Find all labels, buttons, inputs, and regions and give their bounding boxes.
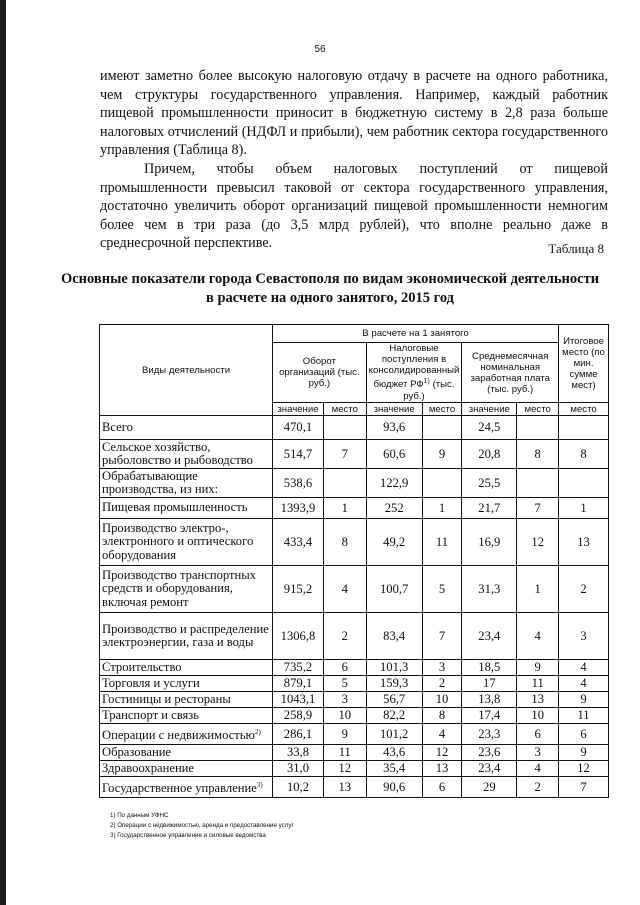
- row-name-text: Производство и распределение электроэнергии, газа и воды: [102, 621, 269, 649]
- table-row: [100, 566, 609, 613]
- table-row: [100, 613, 609, 660]
- row-name-text: Государственное управление: [102, 780, 257, 795]
- cell-tax-place: 10: [422, 692, 462, 708]
- cell-total: 3: [559, 613, 609, 660]
- table-row: [100, 708, 609, 724]
- row-name: [100, 724, 273, 745]
- cell-total: 9: [559, 692, 609, 708]
- row-footnote-mark: 2): [254, 727, 261, 736]
- row-name: [100, 676, 273, 692]
- cell-total: 4: [559, 676, 609, 692]
- row-name-text: Пищевая промышленность: [102, 500, 248, 515]
- cell-wage-place: 1: [517, 566, 559, 613]
- table-row: [100, 745, 609, 761]
- row-name-text: Производство электро-, электронного и оптического оборудования: [102, 520, 254, 562]
- header-tax-label: Налоговые поступления в консолидированный бюджет РФ: [368, 343, 460, 391]
- cell-tax-place: 11: [422, 519, 462, 566]
- cell-turnover-place: [323, 416, 366, 440]
- cell-wage: 29: [462, 777, 517, 798]
- cell-wage-place: 4: [517, 613, 559, 660]
- cell-tax: 83,4: [366, 613, 422, 660]
- table-title: Основные показатели города Севастополя по видам экономической деятельности в расчете на одного занятого, 2015 год: [60, 271, 600, 306]
- cell-wage: 23,4: [462, 761, 517, 777]
- table-row: [100, 777, 609, 798]
- cell-tax: 35,4: [366, 761, 422, 777]
- table-row: [100, 761, 609, 777]
- cell-tax-place: 6: [422, 777, 462, 798]
- subheader-place: место: [422, 403, 462, 416]
- row-footnote-mark: 3): [256, 780, 263, 789]
- table-row: [100, 498, 609, 519]
- cell-turnover: 1393,9: [273, 498, 324, 519]
- cell-turnover: 433,4: [273, 519, 324, 566]
- cell-total: 8: [559, 440, 609, 469]
- header-tax-sup: 1): [423, 378, 430, 386]
- cell-tax-place: 13: [422, 761, 462, 777]
- subheader-value: значение: [366, 403, 422, 416]
- cell-wage: 23,3: [462, 724, 517, 745]
- cell-turnover: 1306,8: [273, 613, 324, 660]
- row-name: [100, 660, 273, 676]
- cell-turnover-place: 1: [323, 498, 366, 519]
- cell-wage: 23,4: [462, 613, 517, 660]
- cell-tax-place: 7: [422, 613, 462, 660]
- cell-turnover: 286,1: [273, 724, 324, 745]
- row-name-text: Транспорт и связь: [102, 707, 200, 722]
- cell-turnover: 879,1: [273, 676, 324, 692]
- cell-tax: 90,6: [366, 777, 422, 798]
- header-total: Итоговое место (по мин. сумме мест): [559, 325, 609, 403]
- cell-turnover-place: 11: [323, 745, 366, 761]
- footnotes: [110, 811, 294, 841]
- cell-total: 9: [559, 745, 609, 761]
- cell-tax-place: [422, 416, 462, 440]
- cell-tax: 122,9: [366, 469, 422, 498]
- row-name: [100, 761, 273, 777]
- subheader-place: место: [559, 403, 609, 416]
- cell-tax-place: 3: [422, 660, 462, 676]
- table-row: [100, 660, 609, 676]
- cell-wage-place: 9: [517, 660, 559, 676]
- cell-wage-place: 11: [517, 676, 559, 692]
- subheader-place: место: [517, 403, 559, 416]
- cell-turnover-place: 9: [323, 724, 366, 745]
- cell-turnover-place: 3: [323, 692, 366, 708]
- subheader-value: значение: [462, 403, 517, 416]
- cell-total: 1: [559, 498, 609, 519]
- cell-turnover-place: 12: [323, 761, 366, 777]
- cell-turnover-place: 7: [323, 440, 366, 469]
- cell-total: 2: [559, 566, 609, 613]
- row-name: [100, 745, 273, 761]
- cell-turnover: 1043,1: [273, 692, 324, 708]
- cell-total: 12: [559, 761, 609, 777]
- cell-tax-place: 1: [422, 498, 462, 519]
- row-name: [100, 613, 273, 660]
- cell-wage-place: 13: [517, 692, 559, 708]
- cell-turnover-place: 5: [323, 676, 366, 692]
- header-tax: [366, 343, 462, 403]
- cell-turnover-place: 10: [323, 708, 366, 724]
- cell-wage: 18,5: [462, 660, 517, 676]
- cell-tax: 101,2: [366, 724, 422, 745]
- cell-turnover-place: 8: [323, 519, 366, 566]
- cell-wage-place: 6: [517, 724, 559, 745]
- cell-total: 11: [559, 708, 609, 724]
- cell-wage: 13,8: [462, 692, 517, 708]
- row-name-text: Образование: [102, 744, 172, 759]
- cell-turnover-place: 6: [323, 660, 366, 676]
- cell-turnover: 538,6: [273, 469, 324, 498]
- cell-wage: 17,4: [462, 708, 517, 724]
- cell-wage: 24,5: [462, 416, 517, 440]
- cell-turnover-place: 13: [323, 777, 366, 798]
- cell-tax-place: 12: [422, 745, 462, 761]
- cell-wage-place: 12: [517, 519, 559, 566]
- cell-tax: 49,2: [366, 519, 422, 566]
- table-row: [100, 676, 609, 692]
- paragraph-2: Причем, чтобы объем налоговых поступлений от пищевой промышленности превысил таковой от сектора государственного управления, достаточно увеличить оборот организаций пищевой промышленности немногим более чем в три раза (до 3,5 млрд рублей), что вполне реально даже в среднесрочной перспективе.: [100, 161, 608, 252]
- row-name-text: Производство транспортных средств и оборудования, включая ремонт: [102, 567, 257, 609]
- cell-turnover: 10,2: [273, 777, 324, 798]
- cell-turnover-place: 4: [323, 566, 366, 613]
- cell-wage: 21,7: [462, 498, 517, 519]
- cell-wage-place: [517, 416, 559, 440]
- cell-tax-place: 9: [422, 440, 462, 469]
- cell-wage: 16,9: [462, 519, 517, 566]
- scan-edge: [0, 0, 6, 905]
- cell-wage: 20,8: [462, 440, 517, 469]
- row-name: [100, 469, 273, 498]
- table-row: [100, 692, 609, 708]
- header-tax-unit: (тыс. руб.): [403, 379, 455, 402]
- cell-wage: 25,5: [462, 469, 517, 498]
- header-types: Виды деятельности: [100, 325, 273, 416]
- cell-total: [559, 416, 609, 440]
- footnote: 1) По данным УФНС: [110, 812, 169, 819]
- row-name-text: Операции с недвижимостью: [102, 727, 255, 742]
- subheader-place: место: [323, 403, 366, 416]
- row-name-text: Строительство: [102, 659, 182, 674]
- cell-wage-place: [517, 469, 559, 498]
- cell-tax-place: 5: [422, 566, 462, 613]
- row-name: [100, 498, 273, 519]
- header-per-employee: В расчете на 1 занятого: [273, 325, 559, 343]
- cell-total: 7: [559, 777, 609, 798]
- row-name-text: Обрабатывающие производства, из них:: [102, 468, 219, 496]
- cell-turnover: 915,2: [273, 566, 324, 613]
- table-row: [100, 469, 609, 498]
- cell-tax: 82,2: [366, 708, 422, 724]
- row-name: [100, 777, 273, 798]
- subheader-value: значение: [273, 403, 324, 416]
- cell-total: 4: [559, 660, 609, 676]
- table-row: [100, 724, 609, 745]
- cell-wage: 23,6: [462, 745, 517, 761]
- footnote: 2) Операции с недвижимостью, аренда и предоставление услуг: [110, 822, 294, 829]
- row-name: [100, 692, 273, 708]
- cell-turnover-place: [323, 469, 366, 498]
- cell-tax-place: 8: [422, 708, 462, 724]
- header-turnover: Оборот организаций (тыс. руб.): [273, 343, 367, 403]
- cell-wage-place: 3: [517, 745, 559, 761]
- cell-wage: 17: [462, 676, 517, 692]
- cell-wage-place: 7: [517, 498, 559, 519]
- cell-total: 13: [559, 519, 609, 566]
- cell-tax: 159,3: [366, 676, 422, 692]
- cell-turnover: 31,0: [273, 761, 324, 777]
- cell-total: 6: [559, 724, 609, 745]
- header-wage: Среднемесячная номинальная заработная плата (тыс. руб.): [462, 343, 559, 403]
- row-name: [100, 416, 273, 440]
- table-number: Таблица 8: [548, 241, 604, 256]
- cell-tax: 60,6: [366, 440, 422, 469]
- cell-turnover: 735,2: [273, 660, 324, 676]
- paragraph-1: имеют заметно более высокую налоговую отдачу в расчете на одного работника, чем структуры государственного управления. Например, каждый работник пищевой промышленности приносит в бюджетную систему в 2,8 раза больше налоговых отчислений (НДФЛ и прибыли), чем работник сектора государственного управления (Таблица 8).: [100, 68, 608, 159]
- cell-turnover: 514,7: [273, 440, 324, 469]
- cell-turnover: 470,1: [273, 416, 324, 440]
- page-number: 56: [314, 44, 326, 55]
- cell-wage-place: 10: [517, 708, 559, 724]
- cell-tax-place: [422, 469, 462, 498]
- row-name-text: Гостиницы и рестораны: [102, 691, 231, 706]
- cell-tax: 252: [366, 498, 422, 519]
- row-name-text: Сельское хозяйство, рыболовство и рыбоводство: [102, 439, 253, 467]
- cell-tax: 56,7: [366, 692, 422, 708]
- cell-wage-place: 8: [517, 440, 559, 469]
- cell-wage-place: 4: [517, 761, 559, 777]
- cell-tax: 43,6: [366, 745, 422, 761]
- cell-wage-place: 2: [517, 777, 559, 798]
- cell-total: [559, 469, 609, 498]
- cell-tax-place: 2: [422, 676, 462, 692]
- cell-tax: 100,7: [366, 566, 422, 613]
- cell-wage: 31,3: [462, 566, 517, 613]
- cell-tax-place: 4: [422, 724, 462, 745]
- footnote: 3) Государственное управление и силовые ведомства: [110, 832, 266, 839]
- row-name: [100, 566, 273, 613]
- cell-tax: 93,6: [366, 416, 422, 440]
- indicators-table: [99, 324, 609, 798]
- row-name-text: Торговля и услуги: [102, 675, 200, 690]
- cell-tax: 101,3: [366, 660, 422, 676]
- row-name: [100, 708, 273, 724]
- cell-turnover: 33,8: [273, 745, 324, 761]
- table-row: [100, 416, 609, 440]
- row-name-text: Всего: [102, 419, 133, 434]
- table-row: [100, 440, 609, 469]
- row-name-text: Здравоохранение: [102, 760, 195, 775]
- row-name: [100, 519, 273, 566]
- table-row: [100, 519, 609, 566]
- row-name: [100, 440, 273, 469]
- cell-turnover-place: 2: [323, 613, 366, 660]
- cell-turnover: 258,9: [273, 708, 324, 724]
